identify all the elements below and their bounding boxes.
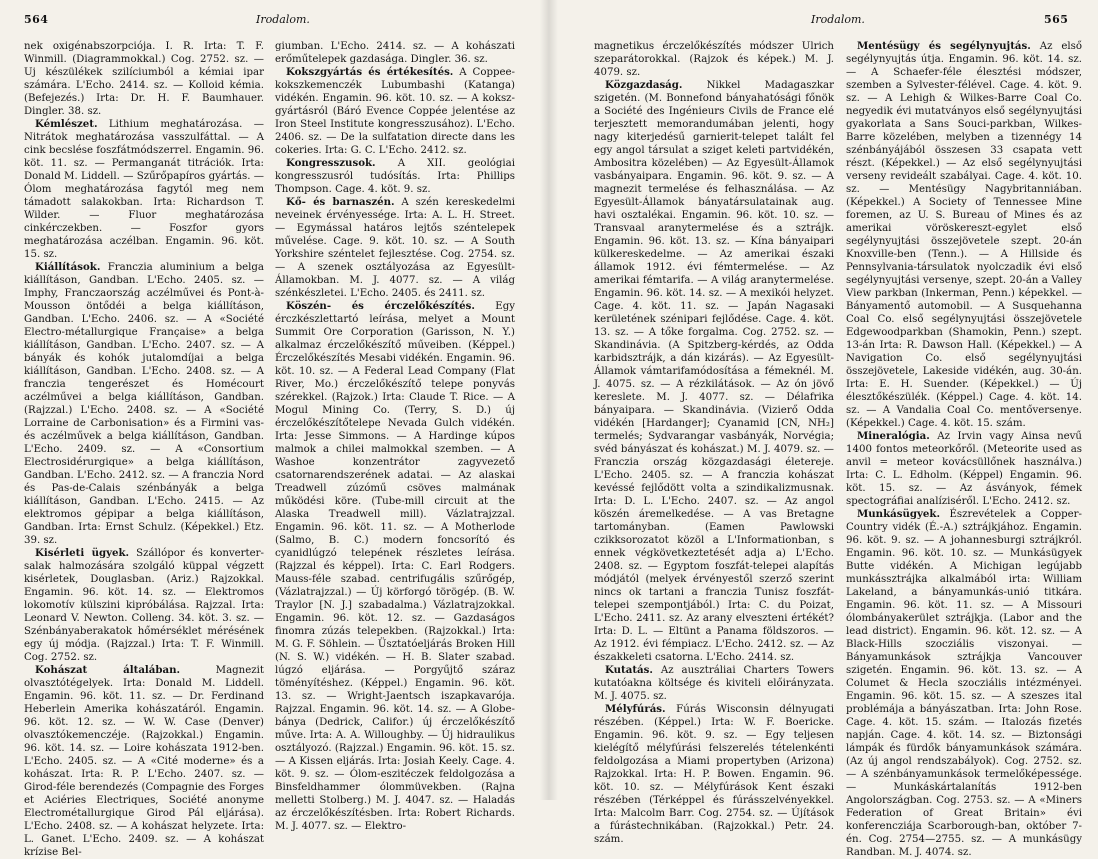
- paragraph-text: Az első segélynyujtás útja. Engamin. 96. köt. 14. sz. — A Schaefer-féle élesztési módszer, szemben a Sylvester-félével. Cage. 4. köt. 9. sz. — A Lehigh & Wilkes-Barre Coal Co. negyedik évi mutatványos első segélynyujtási gyakorlata a Sans Souci-parkban, Wilkes-Barre közelében, melyben a tizennégy 14 szénbányájából összesen 33 csapata vett részt. (Képekkel.) — Az első segélynyujtási verseny revideált szabályai. Cage. 4. köt. 10. sz. — Mentésügy Nagybritanniában. (Képekkel.) A Society of Tennessee Mine foremen, az U. S. Bureau of Mines és az amerikai vöröskereszt-egylet első segélynyujtási összejövetele szept. 20-án Knoxville-ben (Tenn.). — A Hillside és Pennsylvania-társulatok nyolczadik évi első segélynyujtási versenye, szept. 20-án a Valley View parkban (Inkerman, Penn.) képekkel. — Bányamentő automobil. — A Susquehanna Coal Co. első segélynyujtási összejövetele Edgewoodparkban (Shamokin, Penn.) szept. 13-án Irta: R. Dawson Hall. (Képekkel.) — A Navigation Co. első segélynyujtási összejövetele, Lakeside vidékén, aug. 30-án. Irta: E. H. Suender. (Képekkel.) — Új élesztőkészülék. (Képpel.) Cage. 4. köt. 14. sz. — A Vandalia Coal Co. mentőversenye. (Képekkel.) Cage. 4. köt. 15. szám.: [846, 41, 1082, 429]
- left-running-title: Irodalom.: [256, 13, 310, 26]
- paragraph-text: Az ausztráliai Charters Towers kutatóakna költsége és kiviteli előirányzata. M. J. 4075. sz.: [594, 665, 834, 702]
- right-page-number: 565: [1044, 13, 1069, 26]
- paragraph-text: nek oxigénabszorpciója. I. R. Irta: T. F. Winmill. (Diagrammokkal.) Cog. 2752. sz. — Uj készülékek szilíciumból a kémiai ipar számára. L'Echo. 2414. sz. — Kolloid kémia. (Befejezés.) Irta: Dr. H. F. Baumhauer. Dingler. 38. sz.: [24, 41, 264, 117]
- paragraph-text: Franczia aluminium a belga kiállításon, Gandban. L'Echo. 2405. sz. — Imphy, Franczaország aczélművei és Pont-à-Mousson öntődéi a belga kiállításon, Gandban. L'Echo. 2406. sz. — A «Société Electro-métallurgique Française» a belga kiállításon, Gandban. L'Echo. 2407. sz. — A bányák és kohók jutalomdíjai a belga kiállításon, Gandban. L'Echo. 2408. sz. — A franczia tengerészet és Homécourt aczélművei a belga kiállításon, Gandban. (Rajzzal.) L'Echo. 2408. sz. — A «Société Lorraine de Carbonisation» és a Firmini vas- és aczélművek a belga kiállításon, Gandban. L'Echo. 2409. sz. — A «Consortium Electrosidérurgique» a belga kiállításon, Gandban. L'Echo. 2412. sz. — A franczia Nord és Pas-de-Calais szénbányák a belga kiállításon, Gandban. L'Echo. 2415. — Az elektromos gépipar a belga kiállításon, Gandban. Irta: Ernst Schulz. (Képekkel.) Etz. 39. sz.: [24, 262, 264, 546]
- left-page-number: 564: [24, 13, 49, 26]
- bibliography-paragraph: [275, 66, 515, 157]
- bibliography-paragraph: [594, 79, 834, 664]
- text-column-1: [24, 40, 264, 858]
- bibliography-paragraph: [846, 40, 1082, 430]
- bibliography-paragraph: [846, 430, 1082, 508]
- paragraph-text: magnetikus érczelőkészítés módszer Ulrich szeparátorokkal. (Rajzok és képek.) M. J. 4079. sz.: [594, 41, 834, 78]
- bibliography-paragraph: [275, 300, 515, 833]
- bibliography-paragraph: [275, 157, 515, 196]
- section-keyword: Kisérleti ügyek.: [35, 547, 130, 559]
- section-keyword: Köszén- és érczelőkészítés.: [286, 300, 475, 312]
- section-keyword: Kő- és barnaszén.: [286, 196, 395, 208]
- bibliography-paragraph: [24, 118, 264, 261]
- section-keyword: Mélyfúrás.: [605, 703, 666, 715]
- bibliography-paragraph: [24, 261, 264, 547]
- paragraph-text: A XII. geológiai kongresszusról tudósítás. Irta: Phillips Thompson. Cage. 4. köt. 9. sz.: [275, 158, 515, 195]
- section-keyword: Kémlészet.: [35, 118, 98, 130]
- paragraph-text: Magnezit olvasztótégelyek. Irta: Donald M. Liddell. Engamin. 96. köt. 11. sz. — Dr. Ferdinand Heberlein Amerika kohászatáról. Engamin. 96. köt. 12. sz. — W. W. Case (Denver) olvasztókemenczéje. (Rajzokkal.) Engamin. 96. köt. 14. sz. — Loire kohászata 1912-ben. L'Echo. 2405. sz. — A «Cité moderne» és a kohászat. Irta: R. P. L'Echo. 2407. sz. — Girod-féle berendezés (Compagnie des Forges et Aciéries Electriques, Société anonyme Electrométallurgique Girod Pál eljárása). L'Echo. 2408. sz. — A kohászat helyzete. Irta: L. Ganet. L'Echo. 2409. sz. — A kohászat krízise Bel-: [24, 665, 264, 858]
- paragraph-text: A Coppee-kokszkemenczék Lubumbashi (Katanga) vidékén. Engamin. 96. köt. 10. sz. — A koksz-gyártásról (Báró Evence Coppée jelentése az Iron Steel Institute kongresszusához). L'Echo. 2406. sz. — De la sulfatation directe dans les cokeries. Irta: G. C. L'Echo. 2412. sz.: [275, 67, 515, 156]
- bibliography-paragraph: [24, 664, 264, 859]
- paragraph-text: Észrevételek a Copper-Country vidék (É.-A.) sztrájkjához. Engamin. 96. köt. 9. sz. — A johannesburgi sztrájkról. Engamin. 96. köt. 10. sz. — Munkásügyek Butte vidékén. A Michigan legújabb munkássztrájka alkalmából irta: William Lakeland, a bányamunkás-unió titkára. Engamin. 96. köt. 11. sz. — A Missouri ólombányakerület sztrájkja. (Labor and the lead district). Engamin. 96. köt. 12. sz. — A Black-Hills szocziális viszonyai. — Bányamunkások sztrájkja Vancouver szigetén. Engamin. 96. köt. 13. sz. — A Columet & Hecla szocziális intézményei. Engamin. 96. köt. 15. sz. — A szeszes ital problémája a bányászatban. Irta: John Rose. Cage. 4. köt. 15. szám. — Italozás fizetés napján. Cage. 4. köt. 14. sz. — Biztonsági lámpák és fürdők bányamunkások számára. (Az új angol rendszabályok). Cog. 2752. sz. — A szénbányamunkások termelőképessége. — Munkáskártalanítás 1912-ben Angolországban. Cog. 2753. sz. — A «Miners Federation of Great Britain» évi konferencziája Scarborough-ban, október 7-én. Cog. 2754—2755. sz. — A munkásügy Randban. M. J. 4074. sz.: [846, 509, 1082, 858]
- paragraph-text: Fúrás Wisconsin délnyugati részében. (Képpel.) Irta: W. F. Boericke. Engamin. 96. köt. 9. sz. — Egy teljesen kielégítő mélyfúrási felszerelés tételenkénti feldolgozása a Miami propertyben (Arizona) Rajzokkal. Irta: H. P. Bowen. Engamin. 96. köt. 10. sz. — Mélyfúrások Kent északi részében (Térképpel és fúrásszelvényekkel. Irta: Malcolm Barr. Cog. 2754. sz. — Újítások a fúrástechnikában. (Rajzokkal.) Petr. 24. szám.: [594, 704, 834, 845]
- section-keyword: Kohászat általában.: [35, 664, 181, 676]
- section-keyword: Mineralógia.: [857, 430, 930, 442]
- section-keyword: Kongresszusok.: [286, 157, 376, 169]
- section-keyword: Kiállítások.: [35, 261, 101, 273]
- paragraph-text: A szén kereskedelmi neveinek érvényessége. Irta: A. L. H. Street. — Egymással határos lejtős széntelepek művelése. Cage. 9. köt. 10. sz. — A South Yorkshire széntelet fejlesztése. Cog. 2754. sz. — A szenek osztályozása az Egyesült-Államokban. M. J. 4077. sz. — A világ szénkészletei. L'Echo. 2405. és 2411. sz.: [275, 197, 516, 299]
- text-column-4: [846, 40, 1082, 858]
- bibliography-paragraph: [24, 547, 264, 664]
- section-keyword: Kutatás.: [605, 664, 653, 676]
- section-keyword: Kokszgyártás és értékesítés.: [286, 66, 454, 78]
- bibliography-paragraph: [275, 40, 515, 66]
- text-column-2: [275, 40, 516, 832]
- bibliography-paragraph: [594, 664, 834, 703]
- paragraph-text: giumban. L'Echo. 2414. sz. — A kohászati erőműtelepek gazdasága. Dingler. 36. sz.: [275, 41, 515, 65]
- text-column-3: [594, 40, 834, 845]
- bibliography-paragraph: [594, 40, 834, 79]
- paragraph-text: Egy érczkészlettartó leírása, melyet a Mount Summit Ore Corporation (Garisson, N. Y.) alkalmaz érczelőkészítő műveiben. (Képpel.) Érczelőkészítés Mesabi vidékén. Engamin. 96. köt. 10. sz. — A Federal Lead Company (Flat River, Mo.) érczelőkészítő telepe ponyvás szérekkel. (Rajzok.) Irta: Claude T. Rice. — A Mogul Mining Co. (Terry, S. D.) új érczelőkészítőtelepe Nevada Gulch vidékén. Irta: Jesse Simmons. — A Hardinge kúpos malmok a chilei malmokkal szemben. — A Washoe konzentrátor zagyvezető csatornarendszerének adatai. — Az alaskai Treadwell zúzómű csöves malmának működési köre. (Tube-mill circuit at the Alaska Treadwell mill). Vázlatrajzzal. Engamin. 96. köt. 11. sz. — A Motherlode (Salmo, B. C.) modern foncsorító és cyanidlúgzó telepének részletes leírása. (Rajzzal és képpel). Irta: C. Earl Rodgers. Mauss-féle szabad. centrifugális szűrőgép, (Vázlatrajzzal.) — Új körforgó törögép. (B. W. Traylor [N. J.] szabadalma.) Vázlatrajzokkal. Engamin. 96. köt. 12. sz. — Gazdaságos finomra zúzás telepekben. (Rajzokkal.) Irta: M. G. F. Söhlein. — Üsztatóeljárás Broken Hill (N. S. W.) vidékén. — H. B. Slater szabad. lúgzó eljárása. — Porgyűjtő száraz töményítéshez. (Képpel.) Engamin. 96. köt. 13. sz. — Wright-Jaentsch iszapkavarója. Rajzzal. Engamin. 96. köt. 14. sz. — A Globe-bánya (Dedrick, Califor.) új érczelőkészítő műve. Irta: A. A. Willoughby. — Új hidraulikus osztályozó. (Rajzzal.) Engamin. 96. köt. 15. sz. — A Kissen eljárás. Irta: Josiah Keely. Cage. 4. köt. 9. sz. — Ólom-eszitéczek feldolgozása a Binsfeldhammer ólommüvekben. (Rajna melletti Stolberg.) M. J. 4047. sz. — Haladás az érczelőkészítésben. Irta: Robert Richards. M. J. 4077. sz. — Elektro-: [275, 301, 515, 832]
- section-keyword: Közgazdaság.: [605, 79, 683, 91]
- paragraph-text: Lithium meghatározása. — Nitrátok meghatározása vasszulfáttal. — A cink becslése foszfátmódszerrel. Engamin. 96. köt. 11. sz. — Permanganát titrációk. Irta: Donald M. Liddell. — Szűrőpapíros gyártás. — Ólom meghatározása fagytól meg nem támadott salakokban. Irta: Richardson T. Wilder. — Fluor meghatározása cinkérczekben. — Foszfor gyors meghatározása aczélban. Engamin. 96. köt. 15. sz.: [24, 119, 264, 260]
- paragraph-text: Az Irvin vagy Ainsa nevű 1400 fontos meteorkőről. (Meteorite used as anvil = meteor kovácsüllőnek használva.) Irta: C. L. Edholm. (Képpel) Engamin. 96. köt. 15. sz. — Az ásványok, fémek spectográfiai analíziséről. L'Echo. 2412. sz.: [846, 431, 1082, 507]
- bibliography-paragraph: [275, 196, 515, 300]
- paragraph-text: Nikkel Madagaszkar szigetén. (M. Bonnefond bányahatósági főnök a Société des Ingénieurs Civils de France elé terjesztett memorandumában jelenti, hogy nagy kiterjedésű garnierit-telepet talált fel egy angol társulat a sziget keleti partvidékén, Ambositra közelében) — Az Egyesült-Államok vasbányaipara. Engamin. 96. köt. 9. sz. — A magnezit termelése és felhasználása. — Az Egyesült-Államok bányatársulatainak aug. havi osztalékai. Engamin. 96. köt. 10. sz. — Transvaal aranytermelése és a sztrájk. Engamin. 96. köt. 13. sz. — Kína bányaipari külkereskedelme. — Az amerikai északi államok 1912. évi fémtermelése. — Az amerikai fémtarifa. — A világ aranytermelése. Engamin. 96. köt. 14. sz. — A mexikói helyzet. Cage. 4. köt. 11. sz. — Japán Nagasaki kerületének szénipari fejlődése. Cage. 4. köt. 13. sz. — A tőke forgalma. Cog. 2752. sz. — Skandinávia. (A Spitzberg-kérdés, az Odda karbidsztrájk, a dán kizárás). — Az Egyesült-Államok vámtarifamódosítása a fémeknél. M. J. 4075. sz. — A rézkilátások. — Az ón jövő kereslete. M. J. 4077. sz. — Délafrika bányaipara. — Skandinávia. (Vizierő Odda vidékén [Hardanger]; Cyanamid [CN, NH₂] termelés; Sydvarangar vasbányák, Norvégia; svéd bányászat és kohászat.) M. J. 4079. sz. — Franczia ország közgazdasági életereje. L'Echo. 2405. sz. — A franczia kohászat kevéssé fejlődött volta a szindikalizmusnak. Irta: D. L. L'Echo. 2407. sz. — Az angol köszén áremelkedése. — A vas Bretagne tartományban. (Eamen Pawlowski czikksorozatot közöl a L'Informationban, s ennek végkövetkeztetését adja a) L'Echo. 2408. sz. — Egyptom foszfát-telepei alapítás módjától (melyek érvényestől szerző szerint nincs ok tartani a franczia Tunisz foszfát-telepei szempontjából.) Irta: C. du Poizat, L'Echo. 2411. sz. Az arany elveszteni értékét? Irta: D. L. — Eltünt a Panama földszoros. — Az 1912. évi fémpiacz. L'Echo. 2412. sz. — Az északkeleti csatorna. L'Echo. 2414. sz.: [594, 80, 834, 663]
- bibliography-paragraph: [594, 703, 834, 846]
- paragraph-text: Szállópor és konverter-salak halmozására szolgáló küppal végzett kisérletek, Douglasban. (Ariz.) Rajzokkal. Engamin. 96. köt. 14. sz. — Elektromos lokomotív külszini kipróbálása. Rajzzal. Irta: Leonard V. Newton. Colleng. 34. köt. 3. sz. — Szénbányaberakatok hőmérséklet mérésének egy új módja. (Rajzzal.) Irta: T. F. Winmill. Cog. 2752. sz.: [24, 548, 264, 663]
- right-running-title: Irodalom.: [811, 13, 865, 26]
- bibliography-paragraph: [24, 40, 264, 118]
- section-keyword: Mentésügy és segélynyujtás.: [857, 40, 1031, 52]
- section-keyword: Munkásügyek.: [857, 508, 941, 520]
- bibliography-paragraph: [846, 508, 1082, 859]
